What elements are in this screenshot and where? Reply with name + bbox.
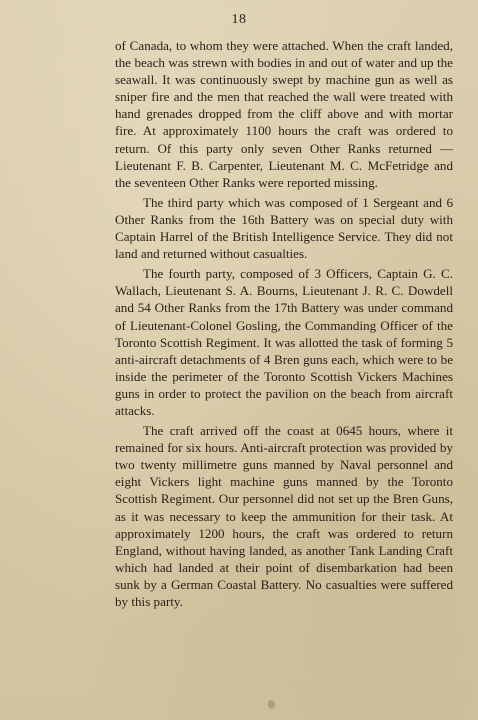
- paragraph-fourth-party: The fourth party, composed of 3 Officers, Captain G. C. Wallach, Lieutenant S. A. Bourns, Lieutenant J. R. C. Dowdell and 54 Other Ranks from the 17th Battery was under command of Lieutenant-Colonel Gosling, the Commanding Officer of the Toronto Scottish Regiment. It was allotted the task of forming 5 anti-aircraft detachments of 4 Bren guns each, which were to be inside the perimeter of the Toronto Scottish Vickers Machines guns in order to protect the pavilion on the beach from aircraft attacks.: [115, 266, 453, 418]
- page-number: 18: [231, 12, 247, 27]
- paragraph-third-party: The third party which was composed of 1 Sergeant and 6 Other Ranks from the 16th Battery was on special duty with Captain Harrel of the British Intelligence Service. They did not land and returned without casualties.: [115, 194, 453, 262]
- paper-smudge: [267, 699, 277, 710]
- paragraph-craft-arrival: The craft arrived off the coast at 0645 hours, where it remained for six hours. Anti-aircraft protection was provided by two twenty millimetre guns manned by Naval personnel and eight Vickers light machine guns manned by the Toronto Scottish Regiment. Our personnel did not set up the Bren Guns, as it was necessary to keep the ammunition for their task. At approximately 1200 hours, the craft was ordered to return England, without having landed, as another Tank Landing Craft which had landed at their point of disembarkation had been sunk by a German Coastal Battery. No casualties were suffered by this party.: [115, 423, 453, 609]
- body-text: [115, 37, 453, 613]
- paragraph-1-continued: of Canada, to whom they were attached. When the craft landed, the beach was strewn with bodies in and out of water and up the seawall. It was continuously swept by machine gun as well as sniper fire and the men that reached the wall were treated with hand grenades dropped from the cliff above and with mortar fire. At approximately 1100 hours the craft was ordered to return. Of this party only seven Other Ranks returned — Lieutenant F. B. Carpenter, Lieutenant M. C. McFetridge and the seventeen Other Ranks were reported missing.: [115, 38, 453, 190]
